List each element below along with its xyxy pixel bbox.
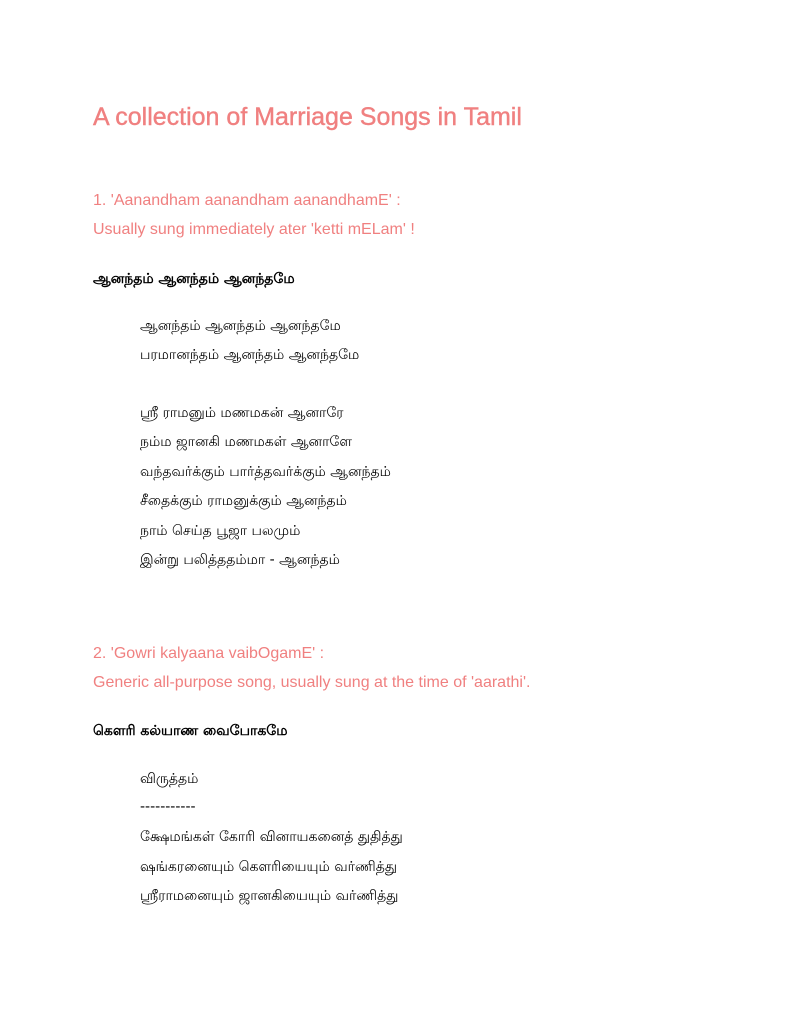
song-1-line-4: நம்ம ஜானகி மணமகள் ஆனாளே <box>140 434 353 450</box>
song-1-line-2: பரமானந்தம் ஆனந்தம் ஆனந்தமே <box>140 347 360 363</box>
song-2-line-3: க்ஷேமங்கள் கோரி வினாயகனைத் துதித்து <box>140 829 403 845</box>
document-title: A collection of Marriage Songs in Tamil <box>93 103 522 131</box>
song-1-line-8: இன்று பலித்ததம்மா - ஆனந்தம் <box>140 552 340 568</box>
song-2-tamil-title: கௌரி கல்யாண வைபோகமே <box>93 723 288 739</box>
song-2-line-5: ஸ்ரீராமனையும் ஜானகியையும் வர்ணித்து <box>140 888 399 904</box>
song-1-line-6: சீதைக்கும் ராமனுக்கும் ஆனந்தம் <box>140 493 347 509</box>
song-1-intro-line-2: Usually sung immediately ater 'ketti mELam' ! <box>93 221 415 238</box>
song-1-line-5: வந்தவர்க்கும் பார்த்தவர்க்கும் ஆனந்தம் <box>140 464 391 480</box>
song-2-intro-line-2: Generic all-purpose song, usually sung at the time of 'aarathi'. <box>93 674 531 691</box>
song-1-line-7: நாம் செய்த பூஜா பலமும் <box>140 523 301 539</box>
song-2-line-1: விருத்தம் <box>140 771 199 787</box>
song-2-line-4: ஷங்கரனையும் கௌரியையும் வர்ணித்து <box>140 859 397 875</box>
song-2-line-2: ----------- <box>140 799 196 815</box>
song-1-intro-line-1: 1. 'Aanandham aanandham aanandhamE' : <box>93 192 401 209</box>
song-2-intro-line-1: 2. 'Gowri kalyaana vaibOgamE' : <box>93 645 325 662</box>
song-1-line-3: ஸ்ரீ ராமனும் மணமகன் ஆனாரே <box>140 405 344 421</box>
song-1-tamil-title: ஆனந்தம் ஆனந்தம் ஆனந்தமே <box>93 271 295 287</box>
song-1-line-1: ஆனந்தம் ஆனந்தம் ஆனந்தமே <box>140 318 341 334</box>
